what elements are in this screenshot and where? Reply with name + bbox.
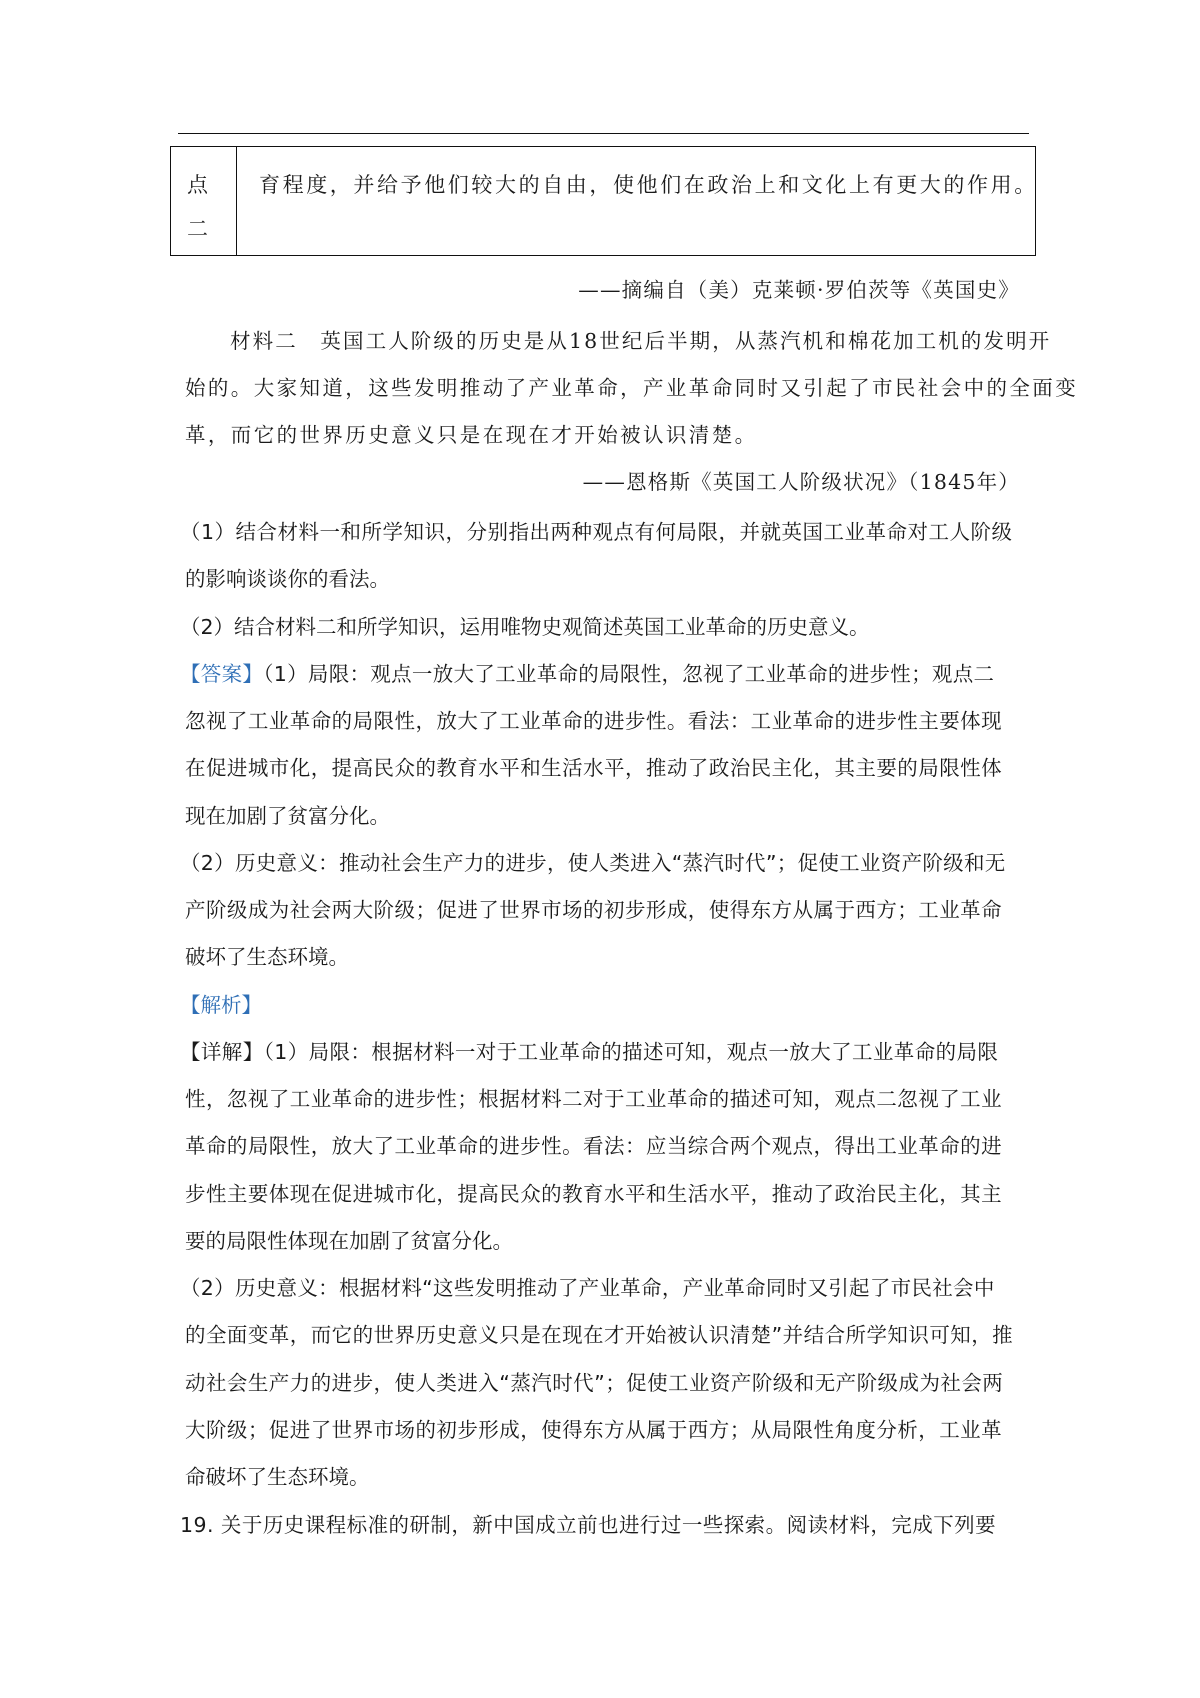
detail-line: 性，忽视了工业革命的进步性；根据材料二对于工业革命的描述可知，观点二忽视了工业	[185, 1087, 1003, 1111]
detail-line: 命破坏了生态环境。	[185, 1465, 370, 1489]
detail-text: （1）局限：根据材料一对于工业革命的描述可知，观点一放大了工业革命的局限	[263, 1040, 999, 1064]
table-content: 育程度，并给予他们较大的自由，使他们在政治上和文化上有更大的作用。	[259, 173, 1038, 197]
material-2-line: 始的。大家知道，这些发明推动了产业革命，产业革命同时又引起了市民社会中的全面变	[185, 376, 1079, 400]
analysis-tag: 【解析】	[180, 993, 262, 1017]
citation-2: ——恩格斯《英国工人阶级状况》（1845年）	[582, 470, 1020, 494]
question-1-line: 的影响谈谈你的看法。	[185, 567, 390, 591]
detail-line: （2）历史意义：根据材料“这些发明推动了产业革命，产业革命同时又引起了市民社会中	[180, 1276, 995, 1300]
answer-line: 现在加剧了贫富分化。	[185, 804, 390, 828]
material-2-line: 材料二 英国工人阶级的历史是从18世纪后半期，从蒸汽机和棉花加工机的发明开	[230, 329, 1052, 353]
table-label-char: 点	[187, 173, 208, 197]
answer-line-1	[180, 657, 994, 687]
answer-line: 忽视了工业革命的局限性，放大了工业革命的进步性。看法：工业革命的进步性主要体现	[185, 709, 1003, 733]
answer-text: （1）局限：观点一放大了工业革命的局限性，忽视了工业革命的进步性；观点二	[263, 662, 995, 686]
answer-line: 产阶级成为社会两大阶级；促进了世界市场的初步形成，使得东方从属于西方；工业革命	[185, 898, 1003, 922]
question-19: 19. 关于历史课程标准的研制，新中国成立前也进行过一些探索。阅读材料，完成下列要	[180, 1513, 997, 1537]
question-2: （2）结合材料二和所学知识，运用唯物史观简述英国工业革命的历史意义。	[180, 615, 870, 639]
material-table	[170, 146, 1036, 256]
question-1-line: （1）结合材料一和所学知识，分别指出两种观点有何局限，并就英国工业革命对工人阶级	[180, 520, 1013, 544]
detail-line-1	[180, 1035, 998, 1065]
table-label-char: 二	[187, 217, 208, 241]
material-2-line: 革，而它的世界历史意义只是在现在才开始被认识清楚。	[185, 423, 758, 447]
answer-line: 在促进城市化，提高民众的教育水平和生活水平，推动了政治民主化，其主要的局限性体	[185, 756, 1003, 780]
detail-tag: 【详解】	[180, 1040, 264, 1064]
header-rule	[178, 133, 1029, 134]
detail-line: 要的局限性体现在加剧了贫富分化。	[185, 1229, 513, 1253]
detail-line: 动社会生产力的进步，使人类进入“蒸汽时代”；促使工业资产阶级和无产阶级成为社会两	[185, 1371, 1004, 1395]
detail-line: 的全面变革，而它的世界历史意义只是在现在才开始被认识清楚”并结合所学知识可知，推	[185, 1323, 1014, 1347]
answer-line: （2）历史意义：推动社会生产力的进步，使人类进入“蒸汽时代”；促使工业资产阶级和无	[180, 851, 1006, 875]
answer-tag: 【答案】	[180, 662, 264, 686]
answer-line: 破坏了生态环境。	[185, 945, 349, 969]
detail-line: 革命的局限性，放大了工业革命的进步性。看法：应当综合两个观点，得出工业革命的进	[185, 1134, 1003, 1158]
citation-1: ——摘编自（美）克莱顿·罗伯茨等《英国史》	[578, 278, 1020, 302]
detail-line: 步性主要体现在促进城市化，提高民众的教育水平和生活水平，推动了政治民主化，其主	[185, 1182, 1003, 1206]
detail-line: 大阶级；促进了世界市场的初步形成，使得东方从属于西方；从局限性角度分析，工业革	[185, 1418, 1003, 1442]
table-label-cell	[171, 147, 237, 255]
